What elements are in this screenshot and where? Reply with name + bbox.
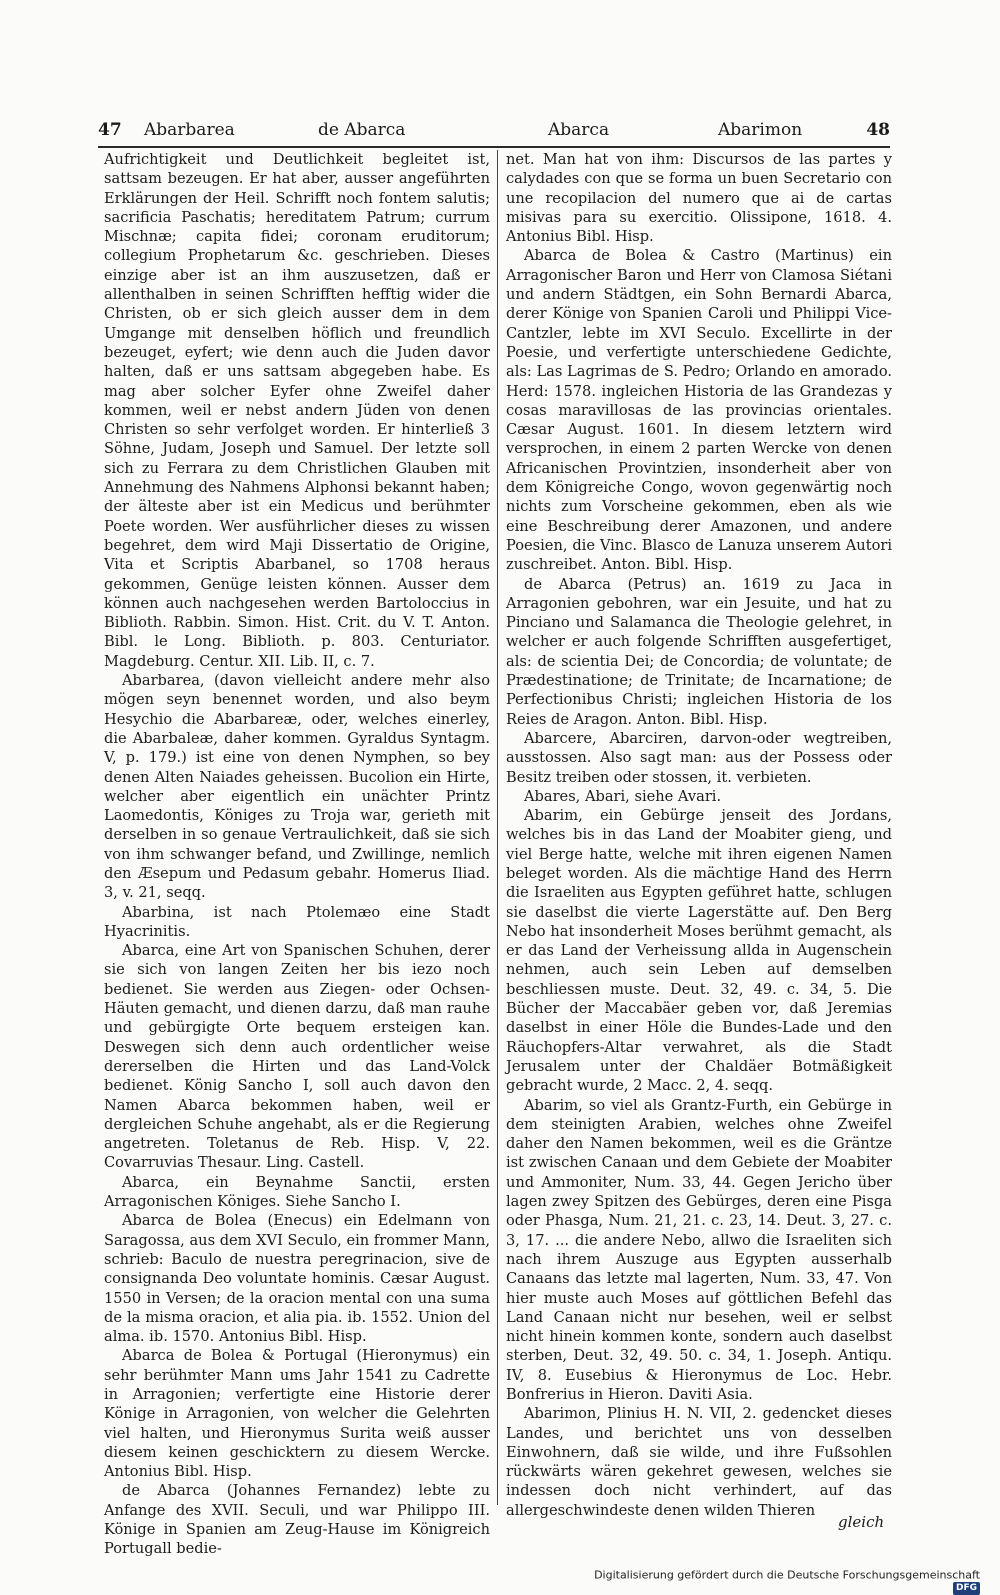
left-column-entry: Abarbina, ist nach Ptolemæo eine Stadt Hyacrinitis. — [104, 903, 490, 940]
left-column-entry: de Abarca (Johannes Fernandez) lebte zu Anfange des XVII. Seculi, und war Philippo III. Könige in Spanien am Zeug-Hause im Königreich Portugall bedie- — [104, 1482, 490, 1558]
digitization-footer — [560, 1568, 980, 1593]
right-column-entry: Abarimon, Plinius H. N. VII, 2. gedencket dieses Landes, und berichtet uns von desselben Einwohnern, daß sie wilde, und ihre Fußsohlen rückwärts wären gekehret gewesen, welches sie indessen doch nicht verhindert, auf das allergeschwindeste denen wilden Thieren — [506, 1405, 892, 1519]
running-header — [98, 112, 890, 148]
left-column-entry: Abarca de Bolea & Portugal (Hieronymus) ein sehr berühmter Mann ums Jahr 1541 zu Cadrette in Arragonien; verfertigte eine Historie derer Könige in Arragonien, von welcher die Gelehrten viel halten, und Hieronymus Surita weiß ausser diesem keinen geschicktern zu diesem Wercke. Antonius Bibl. Hisp. — [104, 1347, 490, 1481]
left-column-entry: Abarca, ein Beynahme Sanctii, ersten Arragonischen Königes. Siehe Sancho I. — [104, 1173, 490, 1211]
right-column-entry: Abarcere, Abarciren, darvon-oder wegtreiben, ausstossen. Also sagt man: aus der Possess oder Besitz treiben oder stossen, it. verbieten. — [506, 729, 892, 786]
right-column-entry: Abarca de Bolea & Castro (Martinus) ein Arragonischer Baron und Herr von Clamosa Siétani und andern Städtgen, ein Sohn Bernardi Abarca, derer Könige von Spanien Caroli und Philippi Vice-Cantzler, lebte im XVI Seculo. Excellirte in der Poesie, und verfertigte unterschiedene Gedichte, als: Las Lagrimas de S. Pedro; Orlando en amorado. Herd: 1578. ingleichen Historia de las Grandezas y cosas maravillosas de las provincias orientales. Cæsar August. 1601. In diesem letztern wird versprochen, in einem 2 parten Wercke von denen Africanischen Provintzien, insonderheit aber von dem Königreiche Congo, wovon gegenwärtig noch nichts zum Vorscheine gekommen, eben als wie eine Beschreibung derer Amazonen, und andere Poesien, die Vinc. Blasco de Lanuza unserem Autori zuschreibet. Anton. Bibl. Hisp. — [506, 247, 892, 574]
dfg-logo: DFG — [953, 1582, 980, 1595]
left-column-entry: Abarbarea, (davon vielleicht andere mehr also mögen seyn benennet worden, und also beym Hesychio die Abarbareæ, oder, welches einerley, die Abarbaleæ, daher kommen. Gyraldus Syntagm. V, p. 179.) ist eine von denen Nymphen, so bey denen Alten Naiades geheissen. Bucolion ein Hirte, welcher aber eigentlich ein unächter Printz Laomedontis, Königes zu Troja war, gerieth mit derselben in so genaue Vertraulichkeit, daß sie sich von ihm schwanger befand, und Zwillinge, nemlich den Æsepum und Pedasum gebahr. Homerus Iliad. 3, v. 21, seqq. — [104, 672, 490, 902]
column-divider — [497, 150, 498, 1505]
left-column-entry: Aufrichtigkeit und Deutlichkeit begleitet ist, sattsam bezeugen. Er hat aber, ausser angeführten Erklärungen der Heil. Schrifft noch fontem salutis; sacrificia Paschatis; hereditatem Patrum; currum Mischnæ; capita fidei; coronam eruditorum; collegium Prophetarum &c. geschrieben. Dieses einzige aber ist an ihm auszusetzen, daß er allenthalben in seinen Schrifften hefftig wider die Christen, ob er sich gleich ausser dem in dem Umgange mit denselben höflich und freundlich bezeuget, eyfert; wie denn auch die Juden davor halten, daß er uns sattsam abgegeben habe. Es mag aber solcher Eyfer ohne Zweifel daher kommen, weil er nebst andern Jüden von denen Christen so sehr verfolget worden. Er hinterließ 3 Söhne, Judam, Joseph und Samuel. Der letzte soll sich zu Ferrara zu dem Christlichen Glauben mit Annehmung des Nahmens Alphonsi bekannt haben; der älteste aber ist ein Medicus und berühmter Poete worden. Wer ausführlicher dieses zu wissen begehret, dem wird Maji Dissertatio de Origine, Vita et Scriptis Abarbanel, so 1708 heraus gekommen, Genüge leisten können. Ausser dem können auch nachgesehen werden Bartoloccius in Biblioth. Rabbin. Simon. Hist. Crit. du V. T. Anton. Bibl. le Long. Biblioth. p. 803. Centuriator. Magdeburg. Centur. XII. Lib. II, c. 7. — [104, 151, 490, 670]
right-column-entry: Abarim, so viel als Grantz-Furth, ein Gebürge in dem steinigten Arabien, welches ohne Zweifel daher den Namen bekommen, weil es die Gräntze ist zwischen Canaan und dem Gebiete der Moabiter und Ammoniter, Num. 33, 44. Gegen Jericho über lagen zwey Spitzen des Gebürges, deren eine Pisga oder Phasga, Num. 21, 21. c. 23, 14. Deut. 3, 27. c. 3, 17. ... die andere Nebo, allwo die Israeliten sich nach ihrem Auszuge aus Egypten ausserhalb Canaans das letzte mal lagerten, Num. 33, 47. Von hier muste auch Moses auf göttlichen Befehl das Land Canaan nicht nur besehen, weil er selbst nicht hinein kommen konte, sondern auch daselbst sterben, Deut. 32, 49. 50. c. 34, 1. Joseph. Antiqu. IV, 8. Eusebius & Hieronymus de Loc. Hebr. Bonfrerius in Hieron. Daviti Asia. — [506, 1096, 892, 1403]
right-column-entry: net. Man hat von ihm: Discursos de las partes y calydades con que se forma un buen Secretario con une recopilacion del numero que ai de cartas misivas para su exercitio. Olissipone, 1618. 4. Antonius Bibl. Hisp. — [506, 151, 892, 246]
catchword: gleich — [838, 1513, 885, 1531]
headword-left-1: Abarbarea — [144, 120, 235, 140]
page-number-right: 48 — [866, 120, 890, 140]
left-column-entry: Abarca, eine Art von Spanischen Schuhen, derer sie sich von langen Zeiten her bis iezo noch bedienet. Sie werden aus Ziegen- oder Ochsen-Häuten gemacht, und dienen darzu, daß man rauhe und gebürgigte Orte bequem ersteigen kan. Deswegen sich denn auch ordentlicher weise dererselben die Hirten und das Land-Volck bedienet. König Sancho I, soll auch davon den Namen Abarca bekommen haben, weil er dergleichen Schuhe angehabt, als er die Regierung angetreten. Toletanus de Reb. Hisp. V, 22. Covarruvias Thesaur. Ling. Castell. — [104, 942, 490, 1172]
right-column-entry: Abarim, ein Gebürge jenseit des Jordans, welches bis in das Land der Moabiter gieng, und viel Berge hatte, welche mit ihren eigenen Namen beleget worden. Als die mächtige Hand des Herrn die Israeliten aus Egypten geführet hatte, schlugen sie daselbst die vierte Lagerstätte auf. Den Berg Nebo hat insonderheit Moses berühmt gemacht, als er das Land der Verheissung allda in Augenschein nehmen, auch sein Leben auf demselben beschliessen muste. Deut. 32, 49. c. 34, 5. Die Bücher der Maccabäer geben vor, daß Jeremias daselbst in einer Höle die Bundes-Lade und den Räuchopfers-Altar verwahret, als die Stadt Jerusalem unter der Chaldäer Botmäßigkeit gebracht wurde, 2 Macc. 2, 4. seqq. — [506, 807, 892, 1095]
right-column — [506, 150, 892, 1519]
right-column-entry: Abares, Abari, siehe Avari. — [524, 787, 722, 805]
headword-right-2: Abarimon — [718, 120, 803, 140]
headword-right-1: Abarca — [548, 120, 610, 140]
left-column-entry: Abarca de Bolea (Enecus) ein Edelmann von Saragossa, aus dem XVI Seculo, ein frommer Mann, schrieb: Baculo de nuestra peregrinacion, sive de consignanda Deo voluntate hominis. Cæsar August. 1550 in Versen; de la oracion mental con una suma de la misma oracion, et alia pia. ib. 1552. Union del alma. ib. 1570. Antonius Bibl. Hisp. — [104, 1212, 490, 1346]
headword-left-2: de Abarca — [318, 120, 406, 140]
footer-text: Digitalisierung gefördert durch die Deutsche Forschungsgemeinschaft — [594, 1568, 980, 1582]
page-number-left: 47 — [98, 120, 122, 140]
right-column-entry: de Abarca (Petrus) an. 1619 zu Jaca in Arragonien gebohren, war ein Jesuite, und hat zu Pinciano und Salamanca die Theologie gelehret, in welcher er auch folgende Schrifften ausgefertiget, als: de scientia Dei; de Concordia; de voluntate; de Prædestinatione; de Trinitate; de Incarnatione; de Perfectionibus Christi; ingleichen Historia de los Reies de Aragon. Anton. Bibl. Hisp. — [506, 575, 892, 728]
left-column — [104, 150, 490, 1558]
